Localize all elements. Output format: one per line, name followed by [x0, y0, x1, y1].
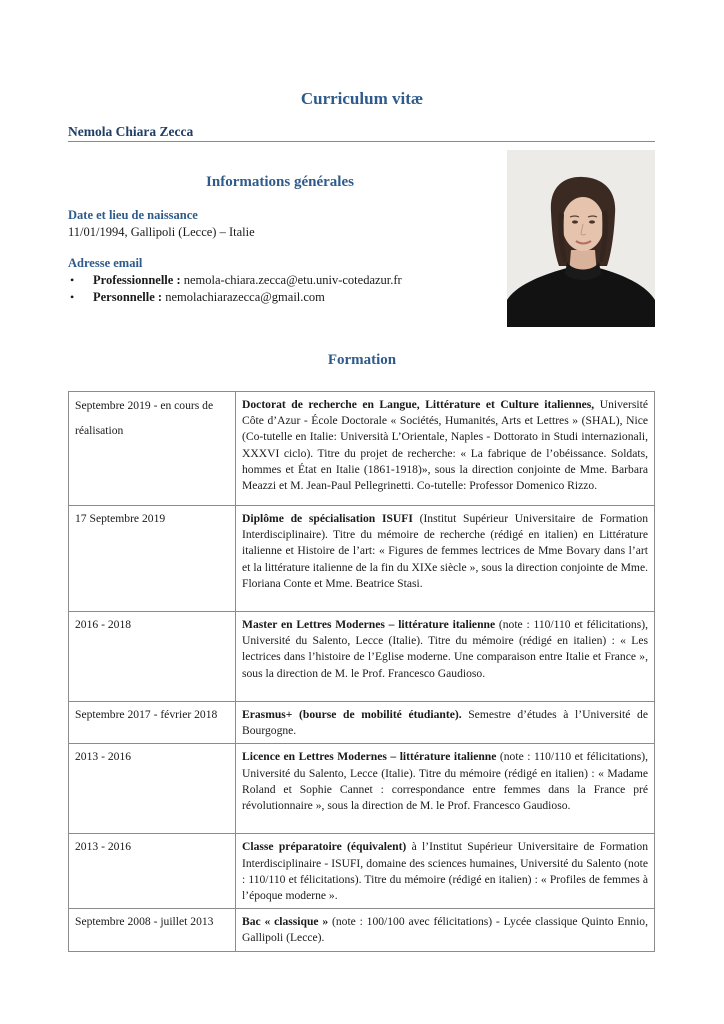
birth-label: Date et lieu de naissance — [68, 208, 198, 222]
formation-text: (note : 100/100 avec félicitations) - Lycée classique Quinto Ennio, Gallipoli (Lecce). — [242, 915, 649, 945]
formation-description — [236, 702, 655, 744]
formation-text: Semestre d’études à l’Université de Bourgogne. — [242, 708, 648, 738]
formation-text: (note : 110/110 et félicitations), Université du Salento, Lecce (Italie). Titre du mémoire (rédigé en italien) : « Les lectrices dans l’histoire de l’Eglise moderne. Une comparaison entre Italie et France », sous la direction de M. le Prof. Francesco Gaudioso. — [242, 618, 648, 680]
formation-title: Bac « classique » — [242, 915, 329, 929]
section-title-formation: Formation — [327, 352, 397, 368]
formation-description — [236, 909, 655, 951]
formation-date: 17 Septembre 2019 — [69, 506, 236, 612]
formation-table — [68, 391, 655, 952]
table-row — [69, 392, 655, 506]
email-address: nemolachiarazecca@gmail.com — [165, 290, 325, 304]
formation-description — [236, 392, 655, 506]
formation-title: Erasmus+ (bourse de mobilité étudiante). — [242, 708, 462, 721]
formation-description — [236, 744, 655, 834]
formation-title: Doctorat de recherche en Langue, Littérature et Culture italiennes, — [242, 398, 595, 411]
formation-text: (note : 110/110 et félicitations), Université du Salento, Lecce (Italie). Titre du mémoire (rédigé en italien) : « Madame Roland et Sophie Cannet : correspondance entre femmes dans la France pré révolutionnaire », sous la direction de M. le Prof. Francesco Gaudioso. — [242, 750, 648, 813]
table-row — [69, 612, 655, 702]
name-divider — [68, 141, 655, 142]
birth-value: 11/01/1994, Gallipoli (Lecce) – Italie — [68, 225, 255, 239]
formation-text: à l’Institut Supérieur Universitaire de Formation Interdisciplinaire - ISUFI, domaine des sciences humaines, Université du Salento (note : 110/110 et félicitations). Titre du mémoire (rédigé en italien) : « Profiles de femmes à l’époque moderne ». — [242, 840, 648, 903]
email-type-label: Professionnelle : — [93, 273, 181, 287]
formation-description — [236, 506, 655, 612]
table-row — [69, 909, 655, 951]
formation-title: Diplôme de spécialisation ISUFI — [242, 512, 413, 525]
formation-text: Université Côte d’Azur - École Doctorale « Sociétés, Humanités, Arts et Lettres » (SHAL), Nice (Co-tutelle en Italie: Università L’Orientale, Naples - Dottorato in Studi internazionali, XXXVI ciclo). Titre du projet de recherche: « La fabrique de l’obéissance. Soldats, hommes et État en Italie (1861-1918)», sous la direction conjointe de Mme. Barbara Meazzi et M. Jean-Paul Pellegrinetti. Co-tutelle: Professor Domenico Rizzo. — [242, 398, 648, 493]
formation-text: (Institut Supérieur Universitaire de Formation Interdisciplinaire). Titre du mémoire de recherche (rédigé en italien) en Littérature italienne et Histoire de l’art: « Figures de femmes lectrices de Mme Bovary dans l’art et la littérature italienne de la fin du XIXe siècle », sous la direction conjointe de Mme. Floriana Conte et Mme. Beatrice Stasi. — [242, 512, 648, 590]
email-list — [68, 272, 402, 306]
table-row — [69, 744, 655, 834]
formation-date: Septembre 2008 - juillet 2013 — [69, 909, 236, 951]
email-address: nemola-chiara.zecca@etu.univ-cotedazur.fr — [183, 273, 402, 287]
formation-date: Septembre 2017 - février 2018 — [69, 702, 236, 744]
section-title-informations: Informations générales — [206, 174, 354, 190]
formation-description — [236, 834, 655, 909]
formation-date: 2013 - 2016 — [69, 744, 236, 834]
formation-title: Master en Lettres Modernes – littérature italienne — [242, 618, 496, 631]
formation-title: Licence en Lettres Modernes – littérature italienne — [242, 750, 497, 764]
person-name: Nemola Chiara Zecca — [68, 124, 194, 139]
document-title: Curriculum vitæ — [300, 89, 424, 108]
email-item-personal — [68, 289, 402, 306]
formation-description — [236, 612, 655, 702]
table-row — [69, 506, 655, 612]
formation-date: 2013 - 2016 — [69, 834, 236, 909]
table-row — [69, 834, 655, 909]
email-label: Adresse email — [68, 256, 143, 270]
table-row — [69, 702, 655, 744]
formation-title: Classe préparatoire (équivalent) — [242, 840, 407, 854]
email-type-label: Personnelle : — [93, 290, 163, 304]
formation-date: 2016 - 2018 — [69, 612, 236, 702]
formation-date: Septembre 2019 - en cours de réalisation — [69, 392, 236, 506]
email-item-professional — [68, 272, 402, 289]
profile-photo — [507, 150, 655, 327]
